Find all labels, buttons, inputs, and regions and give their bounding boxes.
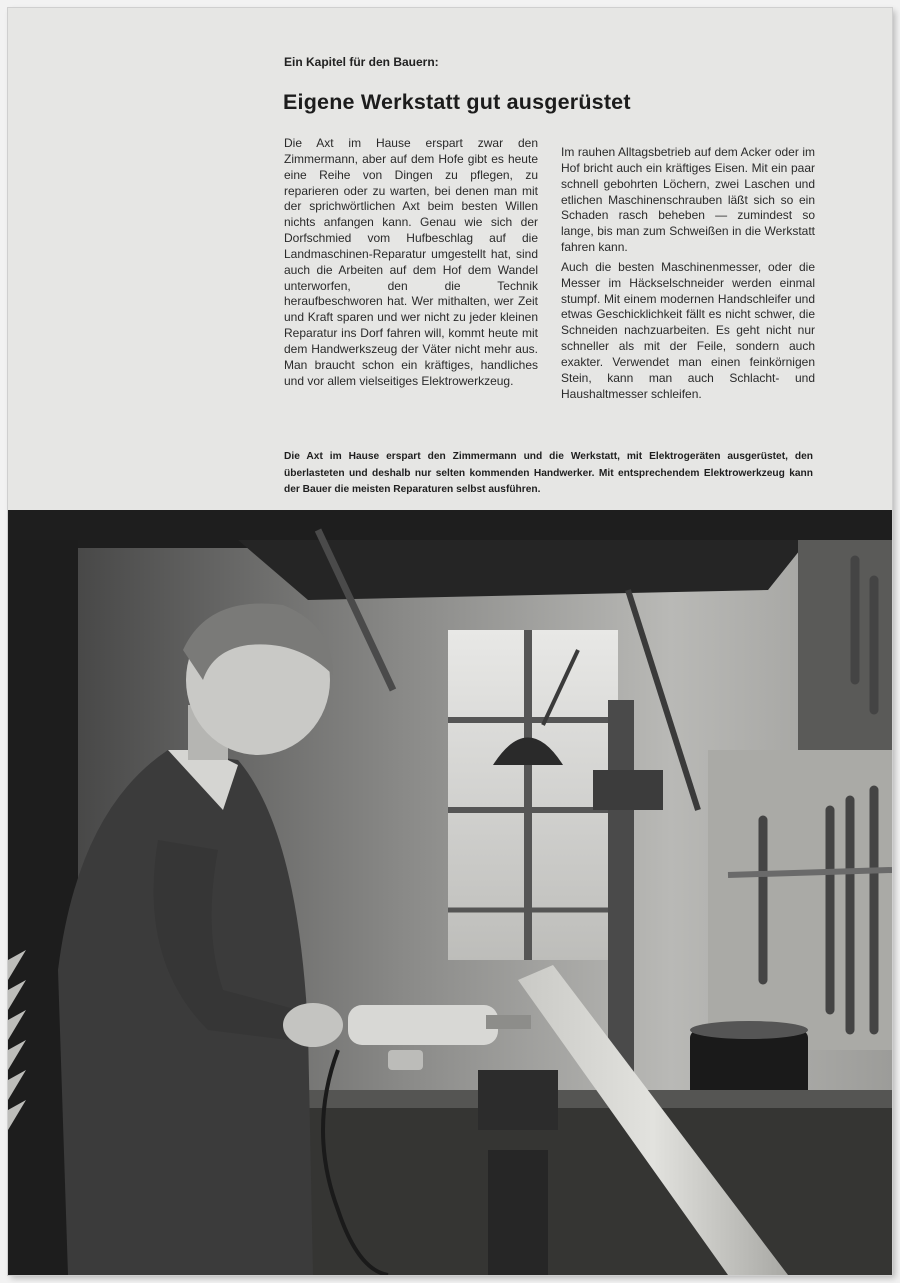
magazine-page <box>8 8 892 1275</box>
text-column-left <box>284 136 538 390</box>
body-paragraph: Auch die besten Maschinenmesser, oder die Messer im Häckselschneider werden einmal stumpf. Mit einem modernen Handschleifer und etwas Geschicklichkeit fällt es nicht schwer, die Schneiden nachzuarbeiten. Es geht nicht nur schneller als mit der Feile, sondern auch exakter. Verwendet man einen feinkörnigen Stein, kann man auch Schlacht- und Haushaltmesser schleifen. <box>561 259 815 401</box>
article-kicker: Ein Kapitel für den Bauern: <box>284 55 439 69</box>
workshop-photo <box>8 510 892 1275</box>
body-paragraph: Im rauhen Alltagsbetrieb auf dem Acker oder im Hof bricht auch ein kräftiges Eisen. Mit ein paar schnell gebohrten Löchern, zwei Laschen und etlichen Maschinenschrauben läßt sich so ein Schaden rasch beheben — zumindest so lange, bis man zum Schweißen in die Werkstatt fahren kann. <box>561 145 815 255</box>
text-column-right <box>561 145 815 403</box>
workshop-photo-illustration <box>8 510 892 1275</box>
body-paragraph: Die Axt im Hause erspart zwar den Zimmermann, aber auf dem Hofe gibt es heute eine Reihe von Dingen zu pflegen, zu reparieren oder zu warten, bei denen man mit der sprichwörtlichen Axt beim besten Willen nichts anfangen kann. Genau wie sich der Dorfschmied vom Hufbeschlag auf die Landmaschinen-Reparatur umgestellt hat, sind auch die Arbeiten auf dem Hof dem Wandel unterworfen, den die Technik heraufbeschworen hat. Wer mithalten, wer Zeit und Kraft sparen und wer nicht zu jeder kleinen Reparatur ins Dorf fahren will, kommt heute mit dem Handwerkszeug der Väter nicht mehr aus. Man braucht schon ein kräftiges, handliches und vor allem vielseitiges Elektrowerkzeug. <box>284 136 538 388</box>
photo-caption: Die Axt im Hause erspart den Zimmermann und die Werkstatt, mit Elektrogeräten ausgerüstet, den überlasteten und deshalb nur selten kommenden Handwerker. Mit entsprechendem Elektrowerkzeug kann der Bauer die meisten Reparaturen selbst ausführen. <box>284 451 813 496</box>
article-headline: Eigene Werkstatt gut ausgerüstet <box>283 90 631 114</box>
